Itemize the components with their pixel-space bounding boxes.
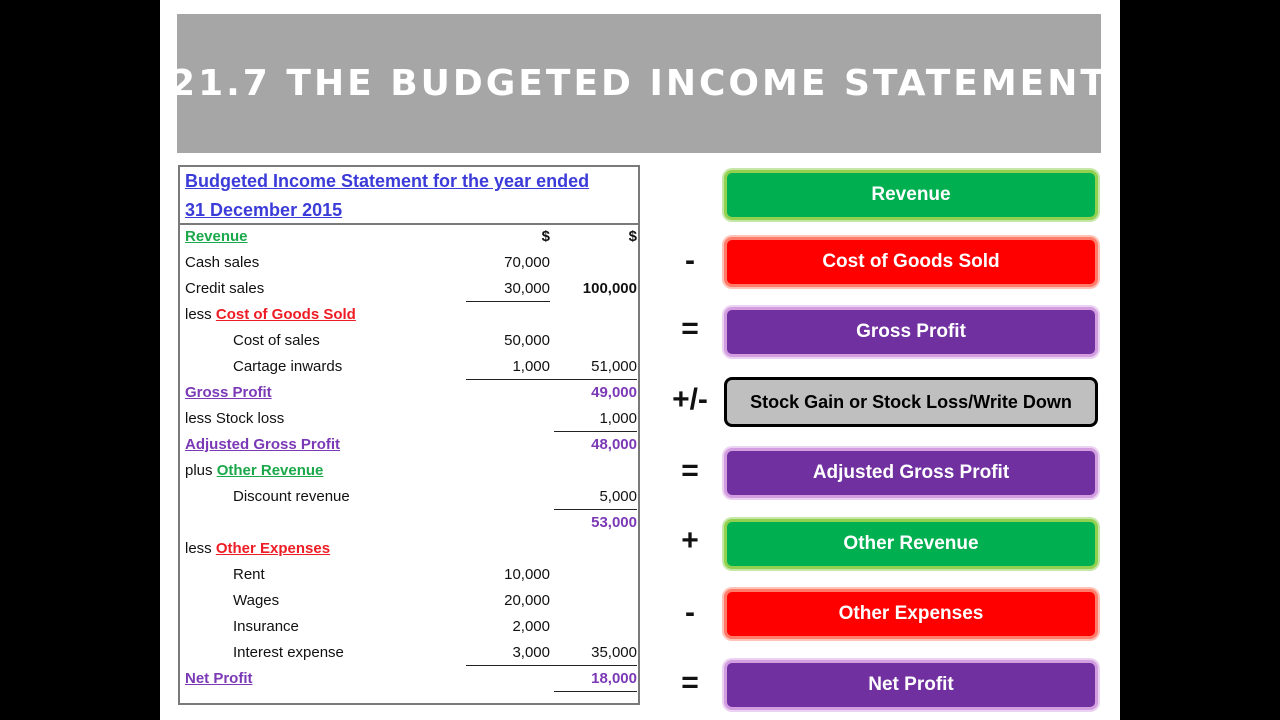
flow-box-cogs: Cost of Goods Sold	[724, 237, 1098, 287]
op-equals: =	[681, 666, 699, 699]
table-row	[180, 407, 638, 433]
rent-label: Rent	[233, 566, 265, 583]
flow-box-other-revenue: Other Revenue	[724, 519, 1098, 569]
discount-revenue-value: 5,000	[599, 488, 637, 505]
net-profit-value: 18,000	[591, 670, 637, 687]
table-row	[180, 381, 638, 407]
subtotal-value: 53,000	[591, 514, 637, 531]
table-row	[180, 615, 638, 641]
credit-sales-label: Credit sales	[185, 280, 265, 297]
credit-sales-value: 30,000	[504, 280, 550, 297]
table-row	[180, 667, 638, 693]
table-row	[180, 537, 638, 563]
table-row	[180, 225, 638, 251]
slide-title: 21.7 THE BUDGETED INCOME STATEMENT	[170, 63, 1108, 104]
table-row	[180, 277, 638, 303]
currency-col1: $	[541, 228, 550, 245]
statement-heading-line1: Budgeted Income Statement for the year ended	[185, 171, 590, 191]
table-row	[180, 511, 638, 537]
wages-label: Wages	[233, 592, 280, 609]
table-row	[180, 303, 638, 329]
total-revenue-value: 100,000	[582, 280, 637, 297]
table-row	[180, 329, 638, 355]
net-profit-label: Net Profit	[185, 670, 253, 687]
gross-profit-value: 49,000	[591, 384, 637, 401]
revenue-heading: Revenue	[185, 228, 248, 245]
wages-value: 20,000	[504, 592, 550, 609]
cogs-heading	[185, 306, 356, 323]
cost-of-sales-value: 50,000	[504, 332, 550, 349]
table-row	[180, 589, 638, 615]
table-row	[180, 355, 638, 381]
currency-col2: $	[628, 228, 637, 245]
gross-profit-label: Gross Profit	[185, 384, 272, 401]
flow-box-gross-profit: Gross Profit	[724, 307, 1098, 357]
plus-prefix: plus	[185, 462, 213, 479]
op-plus-minus: +/-	[672, 383, 708, 416]
title-banner	[170, 14, 1108, 153]
underline	[466, 301, 550, 302]
flow-box-stock-gain: Stock Gain or Stock Loss/Write Down	[724, 377, 1098, 427]
op-equals: =	[681, 454, 699, 487]
flow-box-adjusted-gross-profit: Adjusted Gross Profit	[724, 448, 1098, 498]
income-statement-table	[178, 165, 640, 705]
cartage-label: Cartage inwards	[233, 358, 343, 375]
total-expenses-value: 35,000	[591, 644, 637, 661]
flow-box-revenue: Revenue	[724, 170, 1098, 220]
op-equals: =	[681, 312, 699, 345]
table-row	[180, 485, 638, 511]
slide	[160, 0, 1120, 720]
op-minus: -	[685, 244, 695, 277]
insurance-label: Insurance	[233, 618, 299, 635]
statement-heading	[180, 167, 638, 225]
adj-gross-profit-value: 48,000	[591, 436, 637, 453]
total-cogs-value: 51,000	[591, 358, 637, 375]
insurance-value: 2,000	[512, 618, 550, 635]
statement-heading-line2: 31 December 2015	[185, 200, 343, 220]
table-row	[180, 563, 638, 589]
other-expenses-heading	[185, 540, 330, 557]
underline	[554, 431, 637, 432]
table-row	[180, 433, 638, 459]
adj-gross-profit-label: Adjusted Gross Profit	[185, 436, 341, 453]
other-revenue-heading	[185, 462, 323, 479]
other-revenue-label: Other Revenue	[216, 462, 324, 479]
interest-label: Interest expense	[233, 644, 344, 661]
cartage-value: 1,000	[512, 358, 550, 375]
rent-value: 10,000	[504, 566, 550, 583]
flow-box-other-expenses: Other Expenses	[724, 589, 1098, 639]
underline	[466, 665, 637, 666]
underline	[554, 509, 637, 510]
interest-value: 3,000	[512, 644, 550, 661]
stock-loss-label: less Stock loss	[185, 410, 285, 427]
cogs-label: Cost of Goods Sold	[215, 306, 356, 323]
flow-box-net-profit: Net Profit	[724, 660, 1098, 710]
less-prefix: less	[185, 540, 212, 557]
op-plus: +	[681, 524, 699, 557]
table-row	[180, 251, 638, 277]
table-row	[180, 459, 638, 485]
table-row	[180, 641, 638, 667]
cost-of-sales-label: Cost of sales	[233, 332, 320, 349]
stock-loss-value: 1,000	[599, 410, 637, 427]
less-prefix: less	[185, 306, 212, 323]
discount-revenue-label: Discount revenue	[233, 488, 350, 505]
underline	[466, 379, 637, 380]
other-expenses-label: Other Expenses	[215, 540, 331, 557]
cash-sales-value: 70,000	[504, 254, 550, 271]
underline	[554, 691, 637, 692]
op-minus: -	[685, 596, 695, 629]
cash-sales-label: Cash sales	[185, 254, 260, 271]
